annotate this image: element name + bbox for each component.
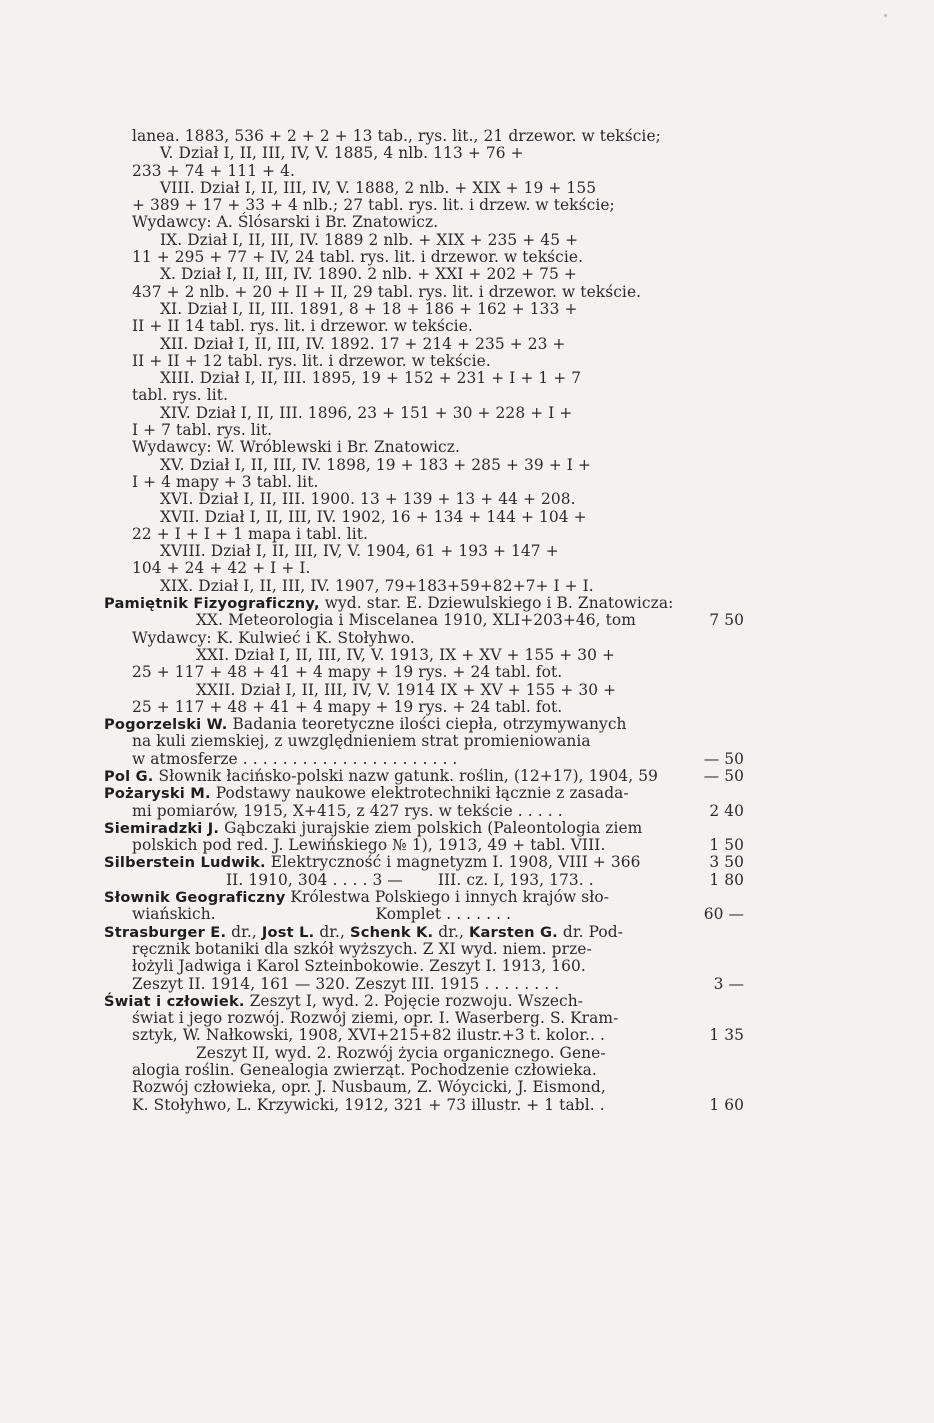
- author-name: Pol G.: [104, 767, 154, 785]
- catalog-line: [132, 1010, 744, 1027]
- entry-text: Zeszyt I, wyd. 2. Pojęcie rozwoju. Wszech-: [244, 991, 584, 1010]
- catalog-entry-heading: [104, 595, 744, 612]
- entry-text: IX. Dział I, II, III, IV. 1889 2 nlb. + XIX + 235 + 45 +: [160, 230, 579, 249]
- entry-text: dr.,: [433, 922, 469, 941]
- entry-text: XXII. Dział I, II, III, IV, V. 1914 IX + XV + 155 + 30 +: [196, 680, 617, 699]
- catalog-entry-heading: [104, 785, 744, 802]
- entry-text: XIV. Dział I, II, III. 1896, 23 + 151 + 30 + 228 + I +: [160, 403, 573, 422]
- catalog-line: [132, 509, 744, 526]
- catalog-line: [132, 439, 744, 456]
- catalog-line: [132, 976, 744, 993]
- catalog-line: [132, 197, 744, 214]
- catalog-line: [132, 266, 744, 283]
- entry-text: Wydawcy: K. Kulwieć i K. Stołyhwo.: [132, 628, 415, 647]
- entry-text: I + 4 mapy + 3 tabl. lit.: [132, 472, 319, 491]
- entry-text: alogia roślin. Genealogia zwierząt. Pochodzenie człowieka.: [132, 1061, 597, 1080]
- catalog-line: [132, 370, 744, 387]
- author-name: Pamiętnik Fizyograficzny,: [104, 595, 320, 613]
- entry-text: XI. Dział I, II, III. 1891, 8 + 18 + 186 + 162 + 133 +: [160, 299, 578, 318]
- catalog-entry-heading: [104, 889, 744, 906]
- catalog-line: [132, 457, 744, 474]
- entry-text: dr.,: [314, 922, 351, 941]
- entry-text: sztyk, W. Nałkowski, 1908, XVI+215+82 ilustr.+3 t. kolor.. .: [132, 1026, 605, 1045]
- author-name: Pogorzelski W.: [104, 716, 228, 734]
- author-name: Siemiradzki J.: [104, 819, 220, 837]
- author-name: Karsten G.: [468, 923, 558, 941]
- author-name: Schenk K.: [350, 923, 434, 941]
- catalog-line: [132, 232, 744, 249]
- catalog-line: [132, 733, 744, 750]
- entry-text: tabl. rys. lit.: [132, 386, 229, 405]
- entry-text: w atmosferze . . . . . . . . . . . . . . . . . . . . . .: [132, 749, 458, 768]
- entry-text: 104 + 24 + 42 + I + I.: [132, 559, 311, 578]
- author-name: Jost L.: [261, 923, 315, 941]
- scan-speck: [884, 14, 887, 17]
- catalog-line: [132, 491, 744, 508]
- entry-text: XVII. Dział I, II, III, IV. 1902, 16 + 134 + 144 + 104 +: [160, 507, 587, 526]
- price: 3 50: [709, 853, 744, 872]
- price: 7 50: [709, 611, 744, 630]
- catalog-line: [132, 405, 744, 422]
- entry-text: II + II 14 tabl. rys. lit. i drzewor. w tekście.: [132, 317, 473, 336]
- catalog-line: [132, 422, 744, 439]
- catalog-line: [132, 180, 744, 197]
- catalog-entry-heading: [104, 716, 744, 733]
- catalog-line: [132, 526, 744, 543]
- entry-text: 25 + 117 + 48 + 41 + 4 mapy + 19 rys. + 24 tabl. fot.: [132, 663, 563, 682]
- catalog-line: [132, 837, 744, 854]
- entry-text: dr. Pod-: [557, 922, 624, 941]
- catalog-line: [132, 647, 744, 664]
- entry-text: Rozwój człowieka, opr. J. Nusbaum, Z. Wóycicki, J. Eismond,: [132, 1078, 606, 1097]
- price: 1 60: [709, 1095, 744, 1114]
- author-name: Słownik Geograficzny: [104, 889, 286, 907]
- entry-text: I + 7 tabl. rys. lit.: [132, 421, 273, 440]
- catalog-line: [132, 301, 744, 318]
- catalog-line: [132, 1027, 744, 1044]
- entry-text: XVIII. Dział I, II, III, IV, V. 1904, 61 + 193 + 147 +: [160, 542, 559, 561]
- catalog-line: [132, 872, 744, 889]
- entry-text: Słownik łacińsko-polski nazw gatunk. roślin, (12+17), 1904, 59: [153, 766, 659, 785]
- catalog-line: [132, 958, 744, 975]
- catalog-line: [132, 803, 744, 820]
- entry-text: Badania teoretyczne ilości ciepła, otrzymywanych: [227, 715, 627, 734]
- entry-text: XIX. Dział I, II, III, IV. 1907, 79+183+59+82+7+ I + I.: [160, 576, 594, 595]
- author-name: Strasburger E.: [104, 923, 227, 941]
- author-name: Silberstein Ludwik.: [104, 854, 266, 872]
- entry-text: Wydawcy: W. Wróblewski i Br. Znatowicz.: [132, 438, 460, 457]
- catalog-line: [132, 387, 744, 404]
- catalog-entry-heading: [104, 924, 744, 941]
- entry-text: K. Stołyhwo, L. Krzywicki, 1912, 321 + 73 illustr. + 1 tabl. .: [132, 1095, 605, 1114]
- entry-text: Podstawy naukowe elektrotechniki łącznie z zasada-: [210, 784, 629, 803]
- catalog-line: [132, 1079, 744, 1096]
- catalog-line: [132, 543, 744, 560]
- catalog-line: [132, 284, 744, 301]
- catalog-line: [132, 1062, 744, 1079]
- catalog-entry-heading: [104, 768, 744, 785]
- entry-text: 437 + 2 nlb. + 20 + II + II, 29 tabl. rys. lit. i drzewor. w tekście.: [132, 282, 642, 301]
- entry-text: II + II + 12 tabl. rys. lit. i drzewor. w tekście.: [132, 351, 491, 370]
- catalog-line: [132, 163, 744, 180]
- catalog-line: [132, 751, 744, 768]
- entry-text: polskich pod red. J. Lewińskiego № 1), 1913, 49 + tabl. VIII.: [132, 836, 606, 855]
- price: 1 35: [709, 1026, 744, 1045]
- entry-text: XIII. Dział I, II, III. 1895, 19 + 152 + 231 + I + 1 + 7: [160, 369, 582, 388]
- catalog-line: [132, 214, 744, 231]
- entry-text: lanea. 1883, 536 + 2 + 2 + 13 tab., rys. lit., 21 drzewor. w tekście;: [132, 127, 661, 145]
- entry-text: Zeszyt II. 1914, 161 — 320. Zeszyt III. 1915 . . . . . . . .: [132, 974, 560, 993]
- catalog-line: [132, 1045, 744, 1062]
- catalog-line: [132, 630, 744, 647]
- entry-text: 233 + 74 + 111 + 4.: [132, 161, 295, 180]
- entry-text: XVI. Dział I, II, III. 1900. 13 + 139 + 13 + 44 + 208.: [160, 490, 576, 509]
- entry-text: ręcznik botaniki dla szkół wyższych. Z XI wyd. niem. prze-: [132, 939, 592, 958]
- catalog-line: [132, 128, 744, 145]
- catalog-entry-heading: [104, 820, 744, 837]
- entry-text: świat i jego rozwój. Rozwój ziemi, opr. I. Waserberg. S. Kram-: [132, 1009, 619, 1028]
- author-name: Świat i człowiek.: [104, 992, 245, 1010]
- entry-text: + 389 + 17 + 33 + 4 nlb.; 27 tabl. rys. lit. i drzew. w tekście;: [132, 196, 615, 215]
- catalog-line: [132, 578, 744, 595]
- entry-text: X. Dział I, II, III, IV. 1890. 2 nlb. + XXI + 202 + 75 +: [160, 265, 577, 284]
- catalog-line: [132, 353, 744, 370]
- price: 2 40: [709, 801, 744, 820]
- price: — 50: [703, 766, 744, 785]
- price: — 50: [703, 749, 744, 768]
- catalog-line: [132, 560, 744, 577]
- catalog-line: [132, 318, 744, 335]
- entry-text: VIII. Dział I, II, III, IV, V. 1888, 2 nlb. + XIX + 19 + 155: [160, 178, 597, 197]
- entry-text: łożyli Jadwiga i Karol Szteinbokowie. Zeszyt I. 1913, 160.: [132, 957, 586, 976]
- catalog-line: [132, 612, 744, 629]
- price: 1 80: [709, 870, 744, 889]
- entry-text: II. 1910, 304 . . . . 3 — III. cz. I, 193, 173. .: [226, 870, 594, 889]
- catalog-line: [132, 699, 744, 716]
- entry-text: XX. Meteorologia i Miscelanea 1910, XLI+203+46, tom: [196, 611, 636, 630]
- price: 60 —: [703, 905, 744, 924]
- catalog-line: [132, 474, 744, 491]
- catalog-line: [132, 941, 744, 958]
- entry-text: V. Dział I, II, III, IV, V. 1885, 4 nlb. 113 + 76 +: [160, 144, 524, 163]
- entry-text: XII. Dział I, II, III, IV. 1892. 17 + 214 + 235 + 23 +: [160, 334, 566, 353]
- entry-text: mi pomiarów, 1915, X+415, z 427 rys. w tekście . . . . .: [132, 801, 563, 820]
- entry-text: Wydawcy: A. Ślósarski i Br. Znatowicz.: [132, 213, 439, 232]
- catalog-line: [132, 145, 744, 162]
- author-name: Pożaryski M.: [104, 785, 211, 803]
- catalog-line: [132, 906, 744, 923]
- catalog-line: [132, 664, 744, 681]
- entry-text: Zeszyt II, wyd. 2. Rozwój życia organicznego. Gene-: [196, 1043, 606, 1062]
- entry-text: Królestwa Polskiego i innych krajów sło-: [285, 888, 610, 907]
- entry-text: 22 + I + I + 1 mapa i tabl. lit.: [132, 524, 369, 543]
- price: 1 50: [709, 836, 744, 855]
- catalog-line: [132, 249, 744, 266]
- catalog-line: [132, 336, 744, 353]
- entry-text: XXI. Dział I, II, III, IV, V. 1913, IX + XV + 155 + 30 +: [196, 645, 615, 664]
- entry-text: 25 + 117 + 48 + 41 + 4 mapy + 19 rys. + 24 tabl. fot.: [132, 697, 563, 716]
- catalog-line: [132, 682, 744, 699]
- entry-text: 11 + 295 + 77 + IV, 24 tabl. rys. lit. i drzewor. w tekście.: [132, 248, 584, 267]
- entry-text: Elektryczność i magnetyzm I. 1908, VIII + 366: [265, 853, 641, 872]
- catalog-listing: [104, 127, 744, 1114]
- entry-text: dr.,: [226, 922, 262, 941]
- entry-text: XV. Dział I, II, III, IV. 1898, 19 + 183 + 285 + 39 + I +: [160, 455, 591, 474]
- price: 3 —: [713, 974, 744, 993]
- catalog-entry-heading: [104, 993, 744, 1010]
- entry-text: na kuli ziemskiej, z uwzględnieniem strat promieniowania: [132, 732, 591, 751]
- catalog-line: [132, 1097, 744, 1114]
- entry-text: wiańskich. Komplet . . . . . . .: [132, 905, 512, 924]
- entry-text: Gąbczaki jurajskie ziem polskich (Paleontologia ziem: [219, 818, 643, 837]
- catalog-entry-heading: [104, 854, 744, 871]
- entry-text: wyd. star. E. Dziewulskiego i B. Znatowicza:: [319, 594, 674, 613]
